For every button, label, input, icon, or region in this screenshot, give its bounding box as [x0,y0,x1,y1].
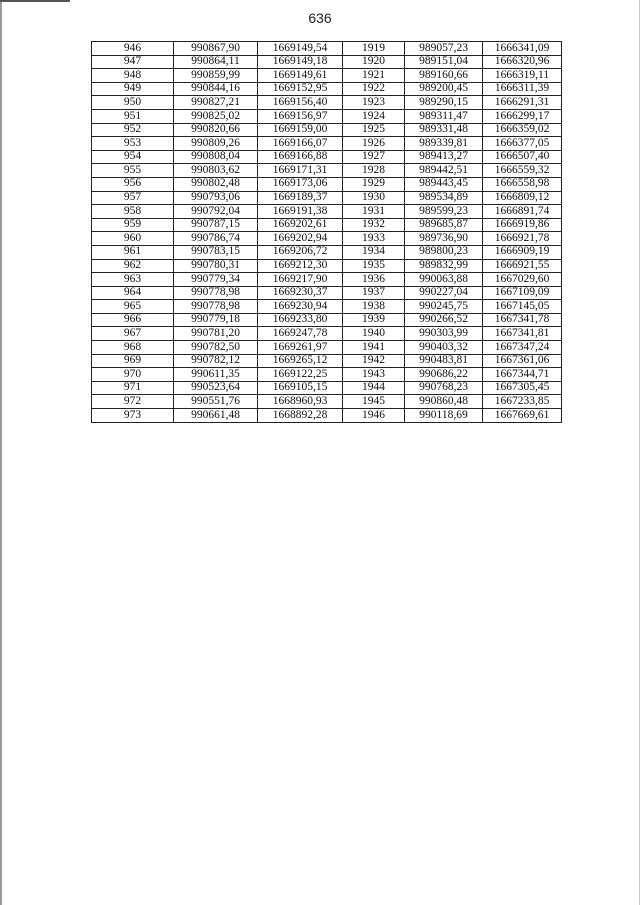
y-coordinate-left-cell: 1669230,94 [258,300,343,314]
x-coordinate-right-cell: 990063,88 [405,273,483,287]
point-number-right-cell: 1937 [343,286,405,300]
table-row [92,55,562,69]
point-number-right-cell: 1938 [343,300,405,314]
table-row [92,245,562,259]
y-coordinate-left-cell: 1669202,94 [258,232,343,246]
point-number-left-cell: 958 [92,205,174,219]
y-coordinate-left-cell: 1669149,18 [258,55,343,69]
point-number-right-cell: 1924 [343,109,405,123]
y-coordinate-right-cell: 1667669,61 [483,409,562,423]
x-coordinate-left-cell: 990809,26 [174,137,258,151]
y-coordinate-left-cell: 1669166,88 [258,150,343,164]
point-number-left-cell: 965 [92,300,174,314]
point-number-right-cell: 1946 [343,409,405,423]
x-coordinate-right-cell: 989339,81 [405,137,483,151]
x-coordinate-right-cell: 990118,69 [405,409,483,423]
x-coordinate-left-cell: 990859,99 [174,69,258,83]
x-coordinate-right-cell: 990686,22 [405,368,483,382]
y-coordinate-left-cell: 1669156,40 [258,96,343,110]
y-coordinate-left-cell: 1669189,37 [258,191,343,205]
x-coordinate-right-cell: 989442,51 [405,164,483,178]
point-number-right-cell: 1928 [343,164,405,178]
x-coordinate-left-cell: 990793,06 [174,191,258,205]
table-row [92,409,562,423]
y-coordinate-left-cell: 1669149,61 [258,69,343,83]
point-number-left-cell: 969 [92,354,174,368]
y-coordinate-right-cell: 1666341,09 [483,42,562,56]
point-number-left-cell: 950 [92,96,174,110]
x-coordinate-left-cell: 990867,90 [174,42,258,56]
point-number-left-cell: 972 [92,395,174,409]
x-coordinate-left-cell: 990551,76 [174,395,258,409]
point-number-right-cell: 1919 [343,42,405,56]
x-coordinate-left-cell: 990827,21 [174,96,258,110]
y-coordinate-left-cell: 1669122,25 [258,368,343,382]
table-row [92,313,562,327]
point-number-right-cell: 1929 [343,177,405,191]
x-coordinate-right-cell: 989599,23 [405,205,483,219]
y-coordinate-right-cell: 1667145,05 [483,300,562,314]
y-coordinate-left-cell: 1669247,78 [258,327,343,341]
y-coordinate-left-cell: 1669217,90 [258,273,343,287]
x-coordinate-right-cell: 989413,27 [405,150,483,164]
point-number-left-cell: 957 [92,191,174,205]
x-coordinate-left-cell: 990844,16 [174,82,258,96]
point-number-left-cell: 951 [92,109,174,123]
x-coordinate-right-cell: 989200,45 [405,82,483,96]
table-row [92,259,562,273]
y-coordinate-left-cell: 1669230,37 [258,286,343,300]
y-coordinate-left-cell: 1669171,31 [258,164,343,178]
point-number-left-cell: 970 [92,368,174,382]
y-coordinate-left-cell: 1668960,93 [258,395,343,409]
x-coordinate-right-cell: 989151,04 [405,55,483,69]
table-row [92,273,562,287]
point-number-right-cell: 1925 [343,123,405,137]
x-coordinate-right-cell: 989290,15 [405,96,483,110]
x-coordinate-right-cell: 990303,99 [405,327,483,341]
x-coordinate-left-cell: 990864,11 [174,55,258,69]
point-number-left-cell: 953 [92,137,174,151]
point-number-left-cell: 964 [92,286,174,300]
x-coordinate-right-cell: 990403,32 [405,341,483,355]
point-number-left-cell: 947 [92,55,174,69]
y-coordinate-left-cell: 1669191,38 [258,205,343,219]
table-row [92,218,562,232]
x-coordinate-left-cell: 990778,98 [174,300,258,314]
y-coordinate-right-cell: 1666919,86 [483,218,562,232]
x-coordinate-left-cell: 990779,18 [174,313,258,327]
point-number-right-cell: 1923 [343,96,405,110]
y-coordinate-right-cell: 1666291,31 [483,96,562,110]
point-number-left-cell: 959 [92,218,174,232]
x-coordinate-right-cell: 989736,90 [405,232,483,246]
x-coordinate-right-cell: 990227,04 [405,286,483,300]
table-row [92,205,562,219]
table-row [92,327,562,341]
x-coordinate-right-cell: 989832,99 [405,259,483,273]
y-coordinate-right-cell: 1667109,09 [483,286,562,300]
point-number-left-cell: 955 [92,164,174,178]
point-number-right-cell: 1934 [343,245,405,259]
y-coordinate-right-cell: 1667361,06 [483,354,562,368]
table-row [92,300,562,314]
x-coordinate-right-cell: 989800,23 [405,245,483,259]
table-row [92,191,562,205]
y-coordinate-right-cell: 1666921,78 [483,232,562,246]
y-coordinate-left-cell: 1669159,00 [258,123,343,137]
y-coordinate-right-cell: 1666359,02 [483,123,562,137]
table-row [92,42,562,56]
table-row [92,232,562,246]
y-coordinate-left-cell: 1669105,15 [258,381,343,395]
y-coordinate-left-cell: 1669152,95 [258,82,343,96]
point-number-right-cell: 1943 [343,368,405,382]
table-row [92,150,562,164]
y-coordinate-right-cell: 1667029,60 [483,273,562,287]
point-number-right-cell: 1933 [343,232,405,246]
table-row [92,123,562,137]
table-row [92,395,562,409]
point-number-right-cell: 1922 [343,82,405,96]
x-coordinate-left-cell: 990778,98 [174,286,258,300]
x-coordinate-left-cell: 990802,48 [174,177,258,191]
x-coordinate-left-cell: 990820,66 [174,123,258,137]
x-coordinate-right-cell: 989443,45 [405,177,483,191]
y-coordinate-left-cell: 1669233,80 [258,313,343,327]
y-coordinate-right-cell: 1666311,39 [483,82,562,96]
x-coordinate-right-cell: 989685,87 [405,218,483,232]
y-coordinate-right-cell: 1666559,32 [483,164,562,178]
y-coordinate-left-cell: 1668892,28 [258,409,343,423]
y-coordinate-left-cell: 1669156,97 [258,109,343,123]
x-coordinate-left-cell: 990780,31 [174,259,258,273]
y-coordinate-left-cell: 1669149,54 [258,42,343,56]
point-number-right-cell: 1935 [343,259,405,273]
x-coordinate-right-cell: 990483,81 [405,354,483,368]
table-row [92,164,562,178]
x-coordinate-left-cell: 990787,15 [174,218,258,232]
x-coordinate-left-cell: 990782,12 [174,354,258,368]
x-coordinate-left-cell: 990779,34 [174,273,258,287]
scan-edge-left [0,0,2,905]
y-coordinate-left-cell: 1669166,07 [258,137,343,151]
point-number-left-cell: 971 [92,381,174,395]
point-number-left-cell: 960 [92,232,174,246]
point-number-left-cell: 967 [92,327,174,341]
y-coordinate-left-cell: 1669173,06 [258,177,343,191]
point-number-right-cell: 1926 [343,137,405,151]
table-row [92,354,562,368]
point-number-left-cell: 946 [92,42,174,56]
point-number-left-cell: 968 [92,341,174,355]
y-coordinate-right-cell: 1666921,55 [483,259,562,273]
x-coordinate-right-cell: 989057,23 [405,42,483,56]
y-coordinate-right-cell: 1667347,24 [483,341,562,355]
x-coordinate-right-cell: 989160,66 [405,69,483,83]
y-coordinate-right-cell: 1667305,45 [483,381,562,395]
x-coordinate-right-cell: 990245,75 [405,300,483,314]
y-coordinate-right-cell: 1666377,05 [483,137,562,151]
point-number-right-cell: 1945 [343,395,405,409]
point-number-left-cell: 963 [92,273,174,287]
x-coordinate-left-cell: 990523,64 [174,381,258,395]
point-number-right-cell: 1940 [343,327,405,341]
coordinates-table [91,41,562,423]
table-row [92,341,562,355]
y-coordinate-right-cell: 1666507,40 [483,150,562,164]
x-coordinate-right-cell: 990860,48 [405,395,483,409]
y-coordinate-right-cell: 1666809,12 [483,191,562,205]
y-coordinate-left-cell: 1669261,97 [258,341,343,355]
point-number-left-cell: 961 [92,245,174,259]
table-row [92,109,562,123]
point-number-right-cell: 1930 [343,191,405,205]
x-coordinate-left-cell: 990611,35 [174,368,258,382]
y-coordinate-right-cell: 1666319,11 [483,69,562,83]
x-coordinate-right-cell: 989534,89 [405,191,483,205]
y-coordinate-left-cell: 1669265,12 [258,354,343,368]
point-number-left-cell: 973 [92,409,174,423]
x-coordinate-right-cell: 989331,48 [405,123,483,137]
x-coordinate-right-cell: 989311,47 [405,109,483,123]
point-number-right-cell: 1942 [343,354,405,368]
table-row [92,69,562,83]
y-coordinate-left-cell: 1669202,61 [258,218,343,232]
y-coordinate-right-cell: 1667233,85 [483,395,562,409]
y-coordinate-right-cell: 1667344,71 [483,368,562,382]
point-number-left-cell: 952 [92,123,174,137]
table-row [92,137,562,151]
table-row [92,177,562,191]
x-coordinate-left-cell: 990825,02 [174,109,258,123]
point-number-right-cell: 1941 [343,341,405,355]
x-coordinate-left-cell: 990783,15 [174,245,258,259]
point-number-right-cell: 1920 [343,55,405,69]
scan-edge-top [0,0,70,2]
x-coordinate-left-cell: 990661,48 [174,409,258,423]
coordinates-table-body [92,42,562,423]
y-coordinate-left-cell: 1669212,30 [258,259,343,273]
y-coordinate-right-cell: 1666909,19 [483,245,562,259]
y-coordinate-right-cell: 1667341,81 [483,327,562,341]
y-coordinate-right-cell: 1666299,17 [483,109,562,123]
point-number-left-cell: 954 [92,150,174,164]
y-coordinate-right-cell: 1666558,98 [483,177,562,191]
table-row [92,381,562,395]
table-row [92,96,562,110]
x-coordinate-left-cell: 990792,04 [174,205,258,219]
table-row [92,82,562,96]
x-coordinate-right-cell: 990768,23 [405,381,483,395]
page-number: 636 [308,10,332,26]
point-number-right-cell: 1944 [343,381,405,395]
point-number-right-cell: 1921 [343,69,405,83]
point-number-left-cell: 949 [92,82,174,96]
point-number-left-cell: 966 [92,313,174,327]
x-coordinate-left-cell: 990781,20 [174,327,258,341]
x-coordinate-left-cell: 990808,04 [174,150,258,164]
x-coordinate-left-cell: 990803,62 [174,164,258,178]
x-coordinate-left-cell: 990782,50 [174,341,258,355]
point-number-left-cell: 962 [92,259,174,273]
y-coordinate-right-cell: 1666891,74 [483,205,562,219]
point-number-right-cell: 1927 [343,150,405,164]
point-number-right-cell: 1936 [343,273,405,287]
table-row [92,286,562,300]
point-number-right-cell: 1931 [343,205,405,219]
x-coordinate-right-cell: 990266,52 [405,313,483,327]
y-coordinate-left-cell: 1669206,72 [258,245,343,259]
point-number-right-cell: 1932 [343,218,405,232]
point-number-left-cell: 956 [92,177,174,191]
x-coordinate-left-cell: 990786,74 [174,232,258,246]
y-coordinate-right-cell: 1666320,96 [483,55,562,69]
point-number-right-cell: 1939 [343,313,405,327]
y-coordinate-right-cell: 1667341,78 [483,313,562,327]
table-row [92,368,562,382]
point-number-left-cell: 948 [92,69,174,83]
